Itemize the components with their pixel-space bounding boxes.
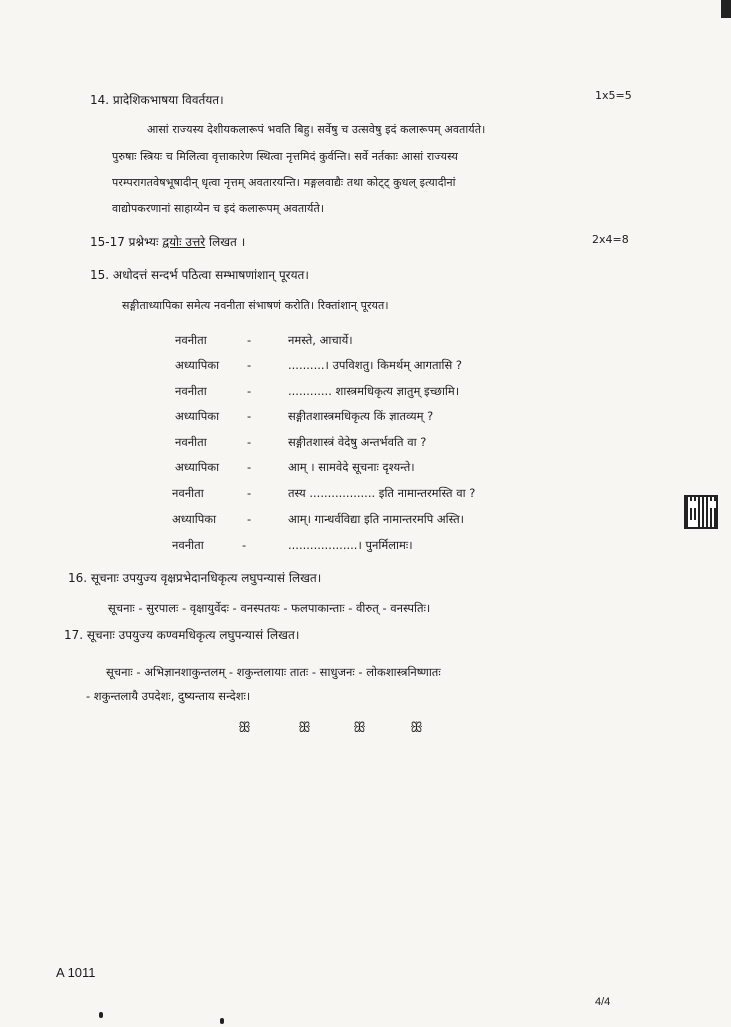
dialogue-line: नमस्ते, आचार्ये। <box>288 333 353 347</box>
dialogue-speaker: नवनीता <box>175 333 207 347</box>
ornament-flourish-icon: ꕥ <box>353 720 366 736</box>
end-ornament <box>238 720 452 736</box>
qr-code-icon <box>684 495 718 529</box>
q17-hint-1: सूचनाः - अभिज्ञानशाकुन्तलम् - शकुन्तलायाः तातः - साधुजनः - लोकशास्त्रनिष्णातः <box>106 665 441 679</box>
dialogue-dash: - <box>247 409 252 423</box>
section-marks: 2x4=8 <box>592 233 629 246</box>
dialogue-line: तस्य .................. इति नामान्तरमस्ति वा ? <box>288 486 476 500</box>
page-edge-mark <box>721 0 731 18</box>
dialogue-dash: - <box>247 435 252 449</box>
page-number: 4/4 <box>595 996 611 1008</box>
ornament-flourish-icon: ꕥ <box>410 720 423 736</box>
dialogue-dash: - <box>247 460 252 474</box>
dialogue-speaker: अध्यापिका <box>175 409 220 423</box>
dialogue-line: आम्। गान्धर्वविद्या इति नामान्तरमपि अस्ति। <box>288 512 465 526</box>
dialogue-line: सङ्गीतशास्त्रं वेदेषु अन्तर्भवति वा ? <box>288 435 427 449</box>
scan-speck <box>99 1012 103 1018</box>
ornament-flourish-icon: ꕥ <box>238 720 251 736</box>
dialogue-dash: - <box>247 358 252 372</box>
ornament-flourish-icon: ꕥ <box>298 720 311 736</box>
dialogue-speaker: नवनीता <box>175 435 207 449</box>
dialogue-dash: - <box>242 538 247 552</box>
q14-line-3: परम्परागतवेषभूषादीन् धृत्वा नृत्तम् अवतारयन्ति। मङ्गलवाद्यैः तथा कोट्ट् कुधल् इत्यादीनां <box>112 176 456 189</box>
section-instruction-post: लिखत । <box>205 235 246 249</box>
q17-hint-2: - शकुन्तलायै उपदेशः, दुष्यन्ताय सन्देशः। <box>86 689 251 703</box>
dialogue-line: ..........। उपविशतु। किमर्थम् आगतासि ? <box>288 358 463 372</box>
q14-title: 14. प्रादेशिकभाषया विवर्तयत। <box>90 93 224 107</box>
section-instruction-underlined: द्वयोः उत्तरे <box>162 235 206 249</box>
q14-line-2: पुरुषाः स्त्रियः च मिलित्वा वृत्ताकारेण स्थित्वा नृत्तमिदं कुर्वन्ति। सर्वे नर्तकाः आसां राज्यस्य <box>112 150 459 163</box>
q16-hint: सूचनाः - सुरपालः - वृक्षायुर्वेदः - वनस्पतयः - फलपाकान्ताः - वीरुत् - वनस्पतिः। <box>108 601 431 615</box>
section-instruction-pre: 15-17 प्रश्नेभ्यः <box>90 235 163 249</box>
dialogue-speaker: अध्यापिका <box>175 460 220 474</box>
q14-line-1: आसां राज्यस्य देशीयकलारूपं भवति बिहु। सर्वेषु च उत्सवेषु इदं कलारूपम् अवतार्यते। <box>147 123 486 136</box>
dialogue-line: आम् । सामवेदे सूचनाः दृश्यन्ते। <box>288 460 415 474</box>
dialogue-speaker: नवनीता <box>172 538 204 552</box>
dialogue-dash: - <box>247 486 252 500</box>
dialogue-line: सङ्गीतशास्त्रमधिकृत्य किं ज्ञातव्यम् ? <box>288 409 434 423</box>
dialogue-speaker: अध्यापिका <box>175 358 220 372</box>
q17-title: 17. सूचनाः उपयुज्य कण्वमधिकृत्य लघुपन्यासं लिखत। <box>64 628 300 642</box>
q15-title: 15. अधोदत्तं सन्दर्भ पठित्वा सम्भाषणांशान् पूरयत। <box>90 268 309 282</box>
dialogue-speaker: नवनीता <box>172 486 204 500</box>
dialogue-dash: - <box>247 384 252 398</box>
q16-title: 16. सूचनाः उपयुज्य वृक्षप्रभेदानधिकृत्य लघुपन्यासं लिखत। <box>68 571 322 585</box>
section-instruction <box>90 233 245 250</box>
q14-marks: 1x5=5 <box>595 89 632 102</box>
dialogue-line: ...................। पुनर्मिलामः। <box>288 538 413 552</box>
dialogue-speaker: नवनीता <box>175 384 207 398</box>
paper-code: A 1011 <box>56 965 96 980</box>
dialogue-dash: - <box>247 512 252 526</box>
q14-line-4: वाद्योपकरणानां साहाय्येन च इदं कलारूपम् अवतार्यते। <box>112 202 325 215</box>
dialogue-line: ............ शास्त्रमधिकृत्य ज्ञातुम् इच्छामि। <box>288 384 460 398</box>
scan-speck <box>220 1018 224 1024</box>
dialogue-speaker: अध्यापिका <box>172 512 217 526</box>
q15-intro: सङ्गीताध्यापिका समेत्य नवनीता संभाषणं करोति। रिक्तांशान् पूरयत। <box>122 299 389 312</box>
dialogue-dash: - <box>247 333 252 347</box>
